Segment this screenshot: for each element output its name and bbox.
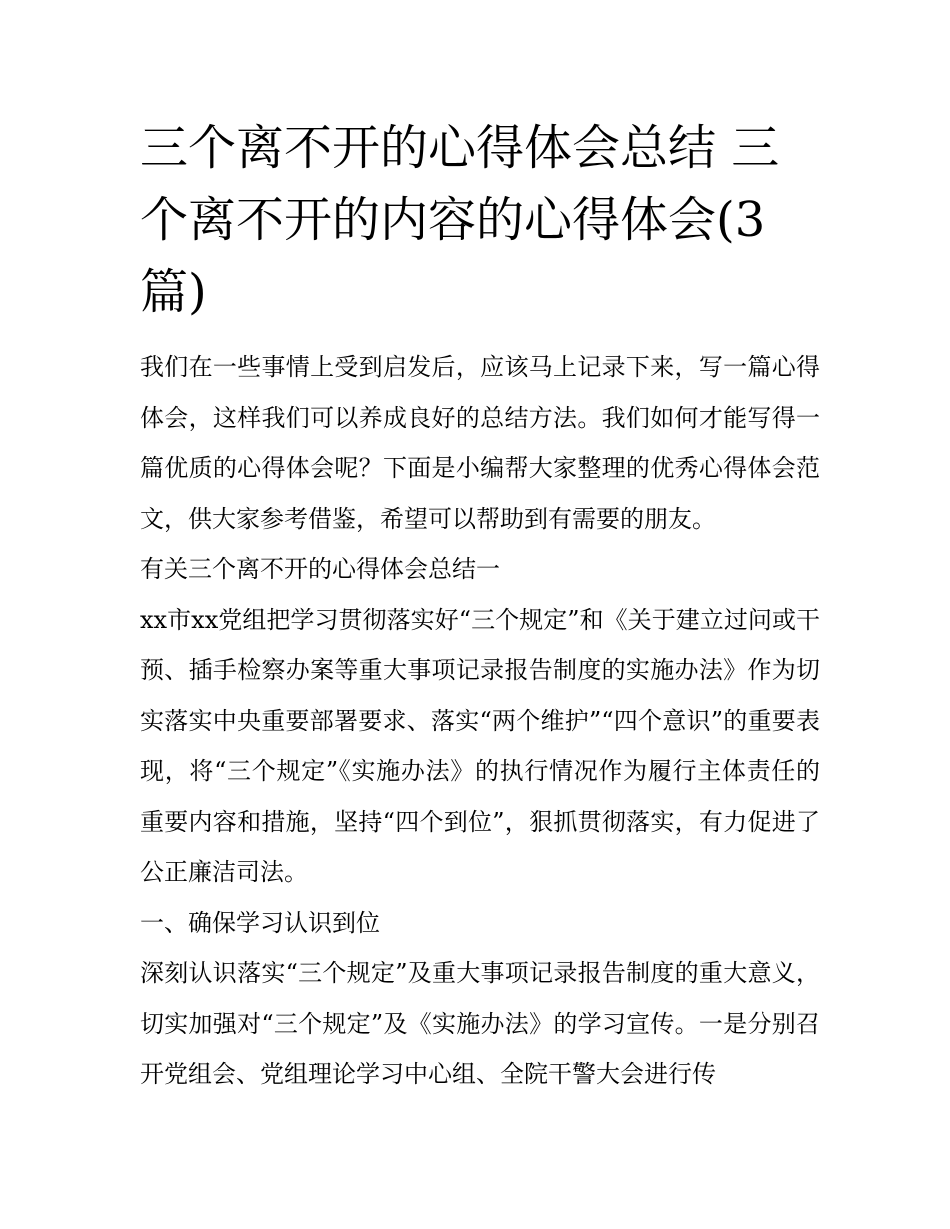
body-paragraph-2: 深刻认识落实“三个规定”及重大事项记录报告制度的重大意义，切实加强对“三个规定”及《实施办法》的学习宣传。一是分别召开党组会、党组理论学习中心组、全院干警大会进行传 — [140, 959, 820, 1088]
subsection-heading-1: 一、确保学习认识到位 — [140, 908, 380, 937]
document-title: 三个离不开的心得体会总结 三个离不开的内容的心得体会(3篇) — [140, 120, 780, 320]
document-body — [140, 342, 820, 1100]
document-content — [140, 112, 820, 1100]
section-heading-1: 有关三个离不开的心得体会总结一 — [140, 555, 500, 583]
body-paragraph-1: xx市xx党组把学习贯彻落实好“三个规定”和《关于建立过问或干预、插手检察办案等重大事项记录报告制度的实施办法》作为切实落实中央重要部署要求、落实“两个维护”“四个意识”的重要表现，将“三个规定”《实施办法》的执行情况作为履行主体责任的重要内容和措施，坚持“四个到位”，狠抓贯彻落实，有力促进了公正廉洁司法。 — [140, 605, 820, 886]
intro-paragraph: 我们在一些事情上受到启发后，应该马上记录下来，写一篇心得体会，这样我们可以养成良好的总结方法。我们如何才能写得一篇优质的心得体会呢？下面是小编帮大家整理的优秀心得体会范文，供大家参考借鉴，希望可以帮助到有需要的朋友。 — [140, 353, 820, 533]
